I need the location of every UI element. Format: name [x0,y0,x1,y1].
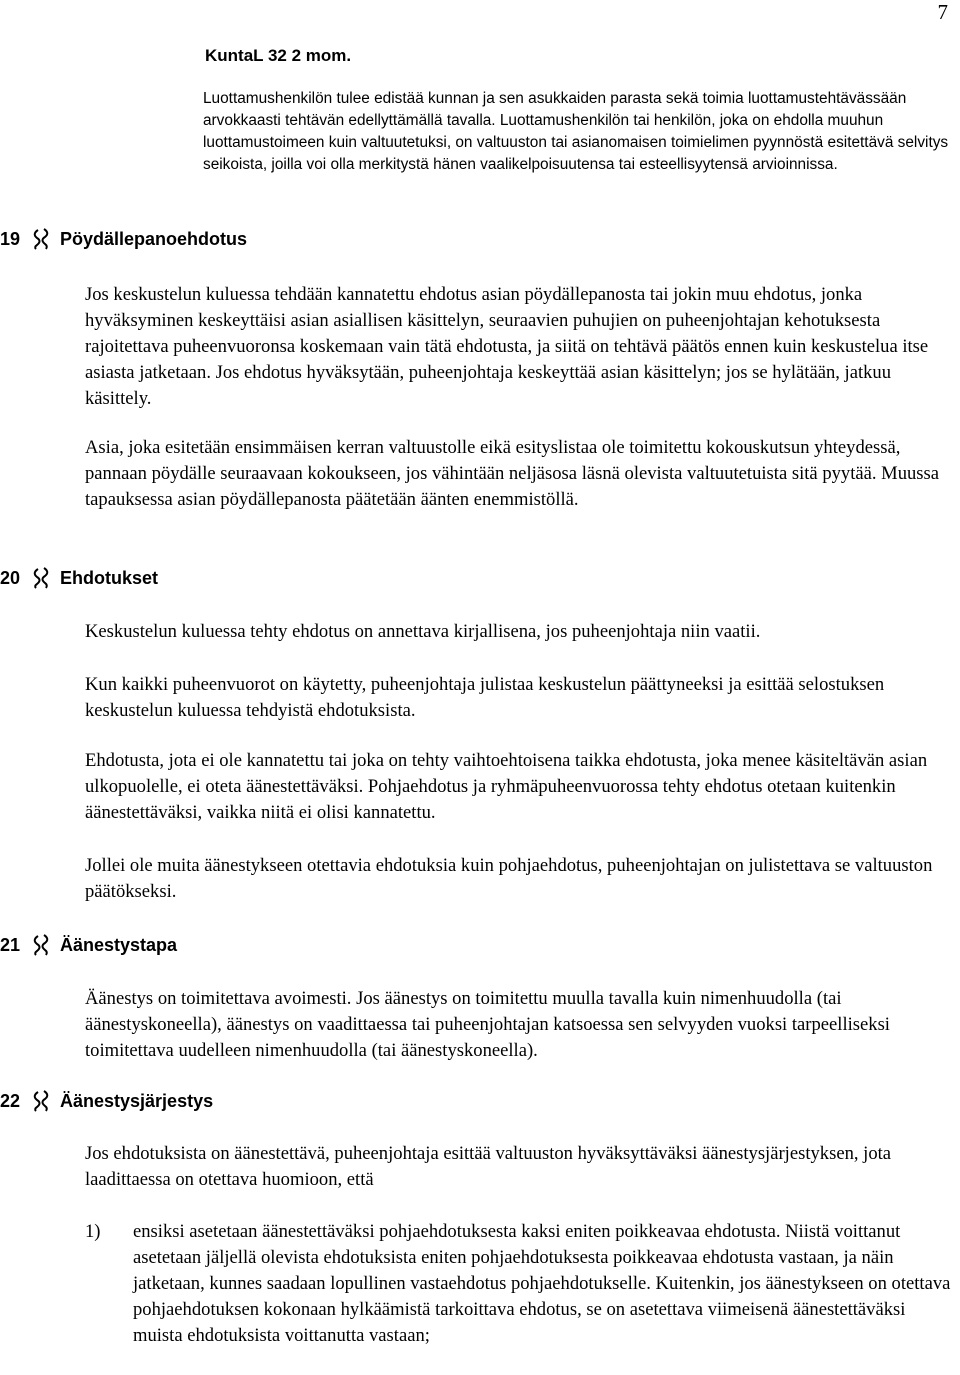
list-item [85,1219,955,1349]
list-marker: 1) [85,1221,101,1242]
section-sign-icon [30,228,52,250]
section-heading-20 [0,567,158,589]
section-20-paragraph-2: Kun kaikki puheenvuorot on käytetty, puheenjohtaja julistaa keskustelun päättyneeksi ja esittää selostuksen keskustelun kuluessa tehdyistä ehdotuksista. [85,674,885,721]
section-sign-icon [30,1090,52,1112]
section-20-paragraph-1: Keskustelun kuluessa tehty ehdotus on annettava kirjallisena, jos puheenjohtaja niin vaatii. [85,621,761,642]
section-title: Äänestysjärjestys [60,1090,214,1111]
section-title: Pöydällepanoehdotus [60,228,248,249]
page-number: 7 [937,0,948,24]
section-21-paragraph-1: Äänestys on toimitettava avoimesti. Jos äänestys on toimitettu muulla tavalla kuin nimenhuudolla (tai äänestyskoneella), äänestys on vaadittaessa tai puheenjohtajan katsoessa sen selvyyden vuoksi tarpeelliseksi toimitettava uudelleen nimenhuudolla (tai äänestyskoneella). [85,988,890,1061]
section-22-paragraph-1: Jos ehdotuksista on äänestettävä, puheenjohtaja esittää valtuuston hyväksyttäväksi äänestysjärjestyksen, jota laadittaessa on otettava huomioon, että [85,1143,892,1190]
section-19-paragraph-1: Jos keskustelun kuluessa tehdään kannatettu ehdotus asian pöydällepanosta tai jokin muu ehdotus, jonka hyväksyminen keskeyttäisi asian asiallisen käsittelyn, seuraavien puhujien on puheenjohtajan kehotuksesta rajoitettava puheenvuoronsa koskemaan vain tätä ehdotusta, ja siitä on tehtävä päätös ennen kuin keskustelua itse asiasta jatketaan. Jos ehdotus hyväksytään, puheenjohtaja keskeyttää asian käsittelyn; jos se hylätään, jatkuu käsittely. [85,284,929,409]
section-title: Ehdotukset [60,567,159,588]
list-item-text: ensiksi asetetaan äänestettäväksi pohjaehdotuksesta kaksi eniten poikkeavaa ehdotusta. Niistä voittanut asetetaan jäljellä olevista ehdotuksista eniten pohjaehdotuksesta poikkeavaa ehdotusta vastaan, ja näin jatketaan, kunnes saadaan lopullinen vastaehdotus pohjaehdotukselle. Kuitenkin, jos äänestykseen on otettava pohjaehdotuksen kokonaan hylkäämistä tarkoittava ehdotus, se on asetettava viimeisenä äänestettäväksi muista ehdotuksista voittanutta vastaan; [133,1221,951,1346]
section-20-paragraph-4: Jollei ole muita äänestykseen otettavia ehdotuksia kuin pohjaehdotus, puheenjohtajan on julistettava se valtuuston päätökseksi. [85,855,933,902]
section-number: 22 [0,1090,21,1111]
section-number: 20 [0,567,21,588]
section-heading-21 [0,934,177,956]
section-number: 21 [0,934,21,955]
intro-paragraph: Luottamushenkilön tulee edistää kunnan ja sen asukkaiden parasta sekä toimia luottamustehtävässään arvokkaasti tehtävän edellyttämällä tavalla. Luottamushenkilön tai henkilön, joka on ehdolla muuhun luottamustoimeen kuin valtuutetuksi, on valtuuston tai asianomaisen toimielimen pyynnöstä esitettävä selvitys seikoista, joilla voi olla merkitystä hänen vaalikelpoisuutensa tai esteellisyytensä arvioinnissa. [203,90,949,173]
section-sign-icon [30,567,52,589]
section-heading-19 [0,228,247,250]
section-19-paragraph-2: Asia, joka esitetään ensimmäisen kerran valtuustolle eikä esityslistaa ole toimitettu kokouskutsun yhteydessä, pannaan pöydälle seuraavaan kokoukseen, jos vähintään neljäsosa läsnä olevista valtuutetuista sitä pyytää. Muussa tapauksessa asian pöydällepanosta päätetään äänten enemmistöllä. [85,437,940,510]
section-heading-22 [0,1090,213,1112]
section-20-paragraph-3: Ehdotusta, jota ei ole kannatettu tai joka on tehty vaihtoehtoisena taikka ehdotusta, joka menee käsiteltävän asian ulkopuolelle, ei oteta äänestettäväksi. Pohjaehdotus ja ryhmäpuheenvuorossa tehty ehdotus otetaan kuitenkin äänestettäväksi, vaikka niitä ei olisi kannatettu. [85,750,928,823]
section-sign-icon [30,934,52,956]
section-title: Äänestystapa [60,934,178,955]
law-reference: KuntaL 32 2 mom. [205,46,352,65]
section-number: 19 [0,228,21,249]
